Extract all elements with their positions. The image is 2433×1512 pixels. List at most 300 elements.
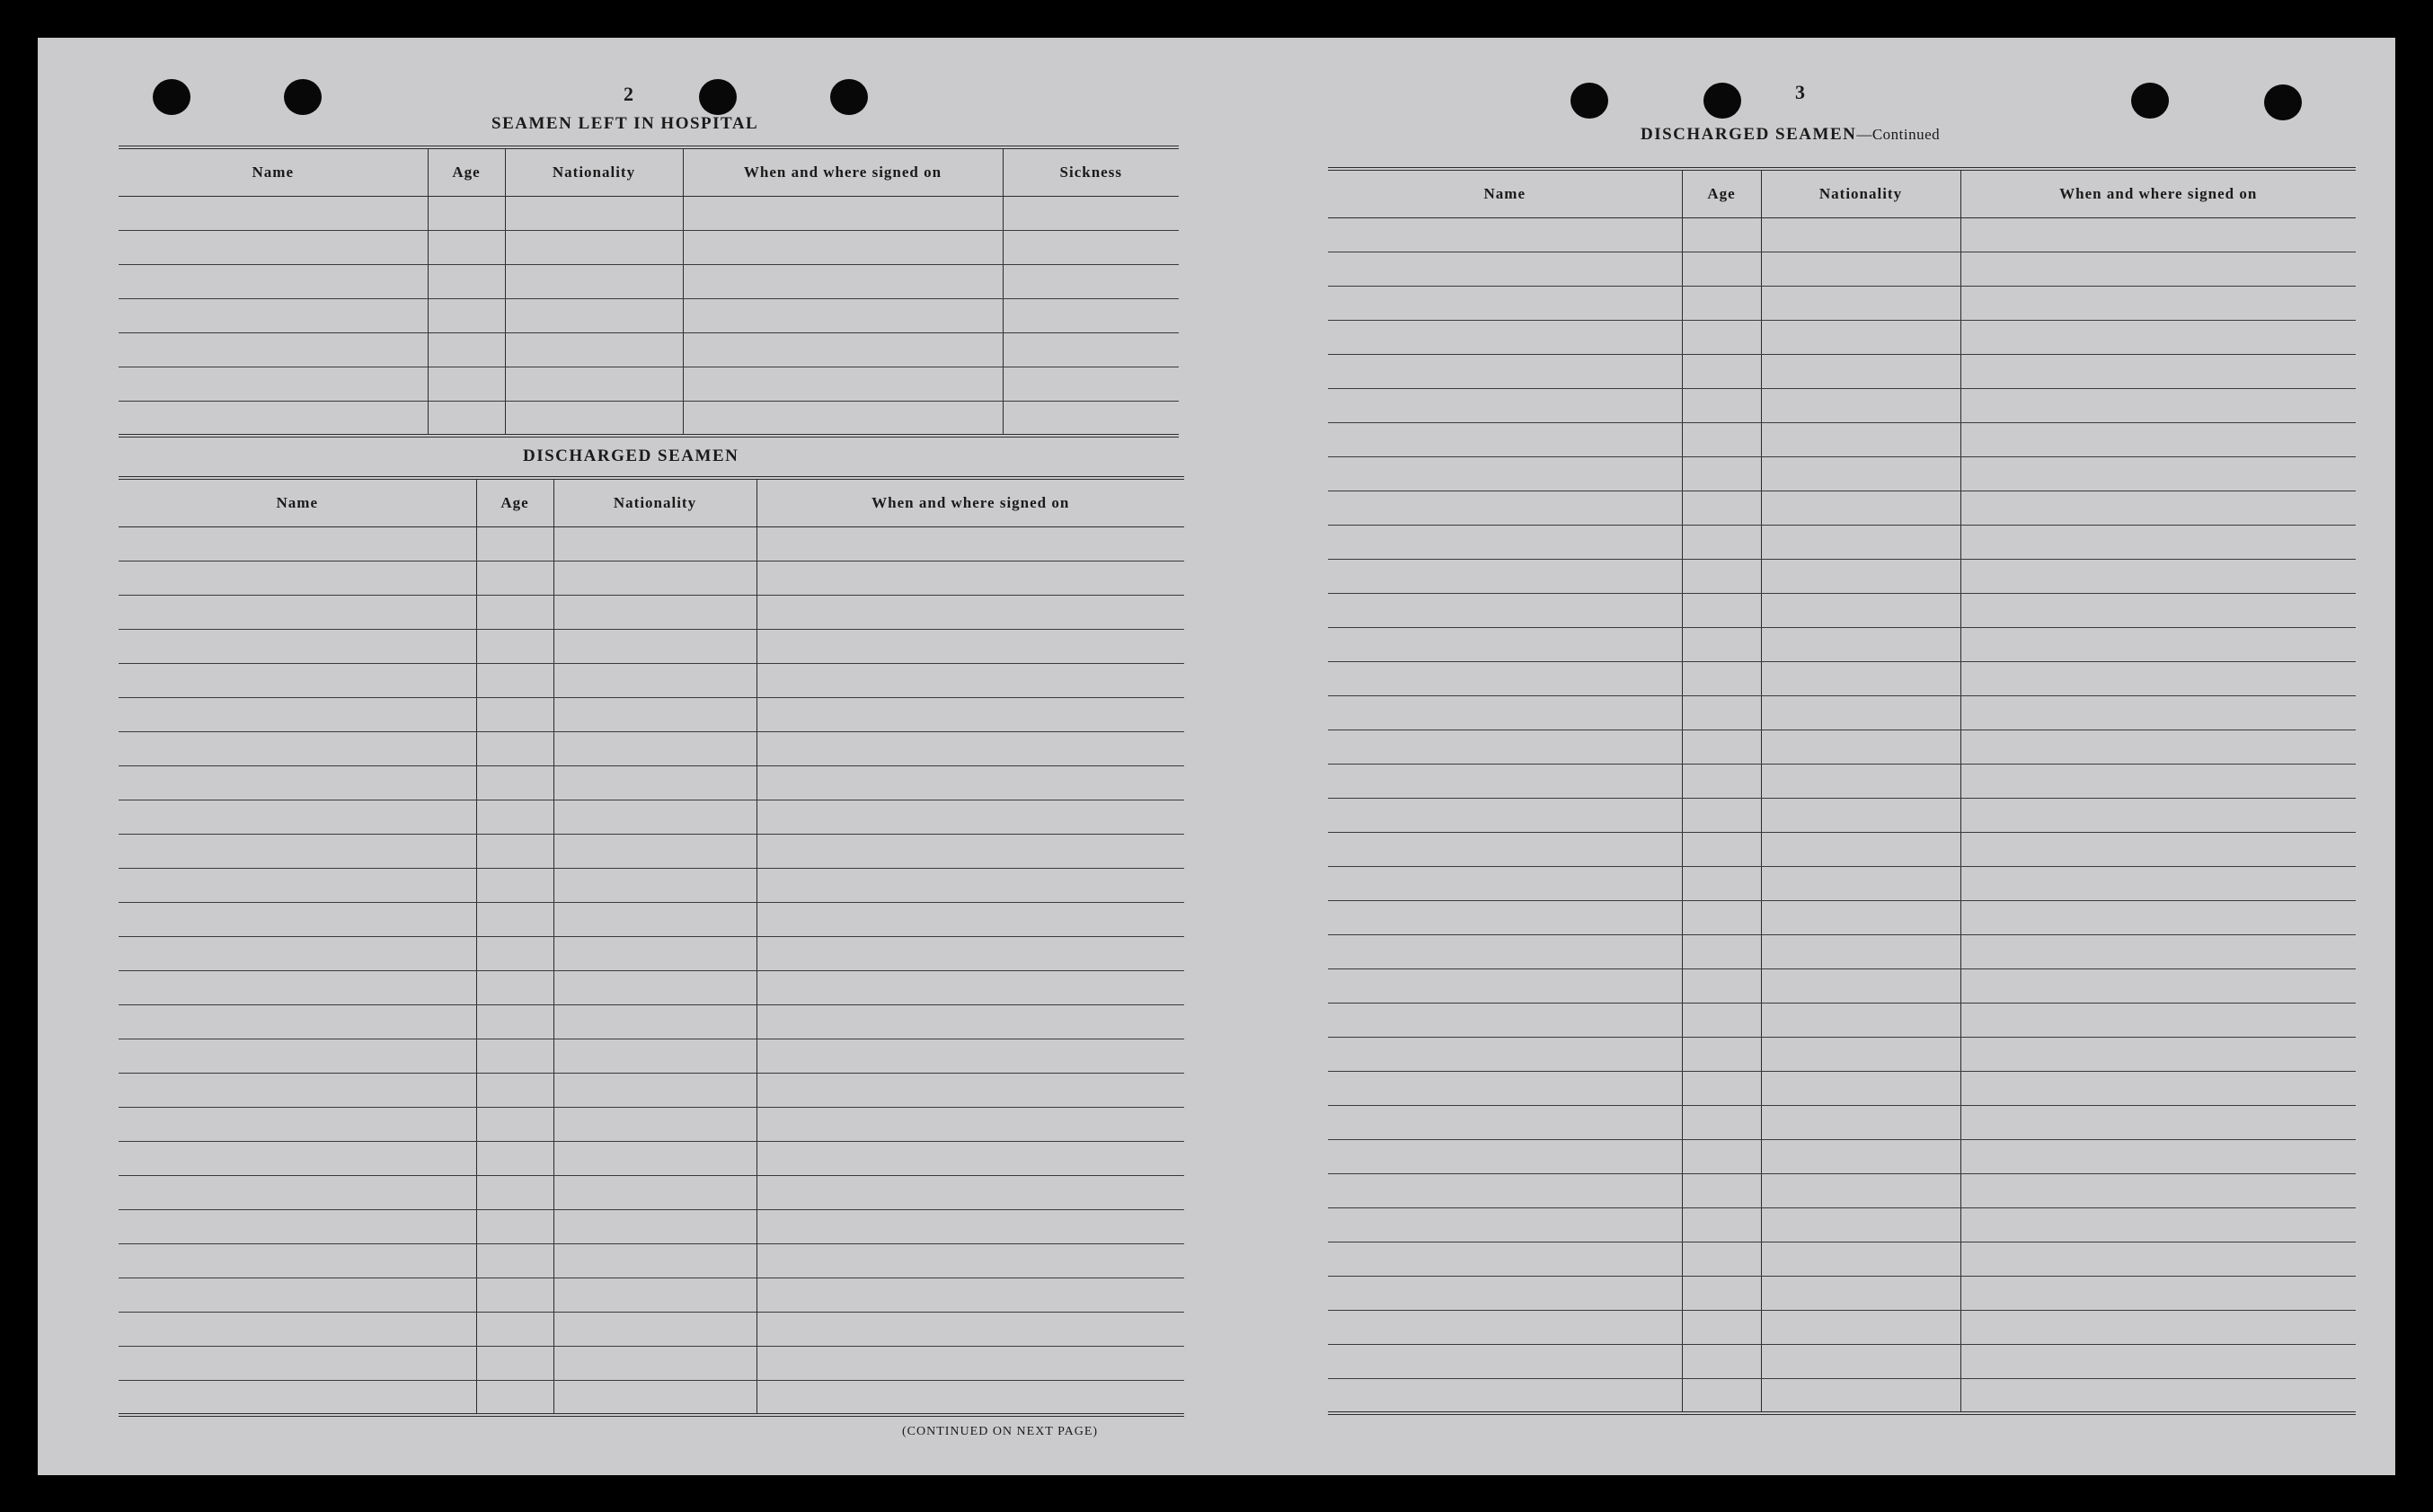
- blank-cell[interactable]: [1682, 867, 1761, 901]
- blank-cell[interactable]: [553, 1142, 756, 1176]
- blank-cell[interactable]: [756, 1313, 1184, 1347]
- blank-cell[interactable]: [119, 265, 428, 299]
- blank-cell[interactable]: [1761, 218, 1960, 252]
- blank-cell[interactable]: [1960, 491, 2356, 526]
- blank-cell[interactable]: [553, 664, 756, 698]
- blank-cell[interactable]: [756, 698, 1184, 732]
- blank-cell[interactable]: [119, 1278, 476, 1313]
- blank-cell[interactable]: [476, 766, 553, 800]
- blank-cell[interactable]: [553, 1278, 756, 1313]
- blank-cell[interactable]: [476, 527, 553, 561]
- blank-cell[interactable]: [1682, 594, 1761, 628]
- blank-cell[interactable]: [1761, 765, 1960, 799]
- blank-cell[interactable]: [1328, 867, 1682, 901]
- blank-cell[interactable]: [476, 903, 553, 937]
- blank-cell[interactable]: [476, 561, 553, 596]
- blank-cell[interactable]: [119, 971, 476, 1005]
- blank-cell[interactable]: [1960, 935, 2356, 969]
- blank-cell[interactable]: [476, 1176, 553, 1210]
- blank-cell[interactable]: [1682, 901, 1761, 935]
- blank-cell[interactable]: [1960, 389, 2356, 423]
- blank-cell[interactable]: [1960, 1004, 2356, 1038]
- blank-cell[interactable]: [756, 1176, 1184, 1210]
- blank-cell[interactable]: [119, 1039, 476, 1074]
- blank-cell[interactable]: [505, 367, 683, 402]
- blank-cell[interactable]: [1328, 1379, 1682, 1413]
- blank-cell[interactable]: [1761, 355, 1960, 389]
- table-row: [1328, 833, 2356, 867]
- blank-cell[interactable]: [476, 630, 553, 664]
- blank-cell[interactable]: [1761, 867, 1960, 901]
- blank-cell[interactable]: [505, 333, 683, 367]
- blank-cell[interactable]: [1003, 197, 1179, 231]
- table-row: [1328, 867, 2356, 901]
- blank-cell[interactable]: [553, 698, 756, 732]
- blank-cell[interactable]: [553, 1108, 756, 1142]
- blank-cell[interactable]: [1682, 355, 1761, 389]
- table-row: [1328, 252, 2356, 287]
- blank-cell[interactable]: [683, 367, 1003, 402]
- blank-cell[interactable]: [476, 698, 553, 732]
- blank-cell[interactable]: [119, 903, 476, 937]
- blank-cell[interactable]: [1328, 1242, 1682, 1277]
- blank-cell[interactable]: [756, 1108, 1184, 1142]
- blank-cell[interactable]: [553, 903, 756, 937]
- blank-cell[interactable]: [119, 869, 476, 903]
- blank-cell[interactable]: [1960, 252, 2356, 287]
- blank-cell[interactable]: [1328, 935, 1682, 969]
- blank-cell[interactable]: [1328, 355, 1682, 389]
- blank-cell[interactable]: [119, 766, 476, 800]
- blank-cell[interactable]: [1682, 389, 1761, 423]
- blank-cell[interactable]: [476, 664, 553, 698]
- blank-cell[interactable]: [756, 664, 1184, 698]
- table-row: [119, 1176, 1184, 1210]
- blank-cell[interactable]: [119, 698, 476, 732]
- blank-cell[interactable]: [1960, 355, 2356, 389]
- blank-cell[interactable]: [1761, 696, 1960, 730]
- blank-cell[interactable]: [1682, 1242, 1761, 1277]
- blank-cell[interactable]: [553, 596, 756, 630]
- blank-cell[interactable]: [476, 1381, 553, 1415]
- blank-cell[interactable]: [1328, 389, 1682, 423]
- blank-cell[interactable]: [119, 402, 428, 436]
- blank-cell[interactable]: [553, 527, 756, 561]
- blank-cell[interactable]: [756, 630, 1184, 664]
- blank-cell[interactable]: [119, 1005, 476, 1039]
- blank-cell[interactable]: [553, 1176, 756, 1210]
- blank-cell[interactable]: [1003, 402, 1179, 436]
- table-row: [119, 800, 1184, 835]
- blank-cell[interactable]: [1328, 662, 1682, 696]
- blank-cell[interactable]: [1761, 1208, 1960, 1242]
- blank-cell[interactable]: [1682, 1208, 1761, 1242]
- blank-cell[interactable]: [1761, 1277, 1960, 1311]
- blank-cell[interactable]: [1682, 765, 1761, 799]
- table-row: [119, 1313, 1184, 1347]
- blank-cell[interactable]: [1960, 218, 2356, 252]
- blank-cell[interactable]: [119, 1108, 476, 1142]
- blank-cell[interactable]: [756, 1005, 1184, 1039]
- blank-cell[interactable]: [1761, 628, 1960, 662]
- blank-cell[interactable]: [119, 1347, 476, 1381]
- blank-cell[interactable]: [1960, 321, 2356, 355]
- blank-cell[interactable]: [1682, 526, 1761, 560]
- blank-cell[interactable]: [1960, 1072, 2356, 1106]
- blank-cell[interactable]: [476, 937, 553, 971]
- blank-cell[interactable]: [476, 835, 553, 869]
- blank-cell[interactable]: [553, 1313, 756, 1347]
- blank-cell[interactable]: [476, 1210, 553, 1244]
- blank-cell[interactable]: [1328, 628, 1682, 662]
- blank-cell[interactable]: [505, 265, 683, 299]
- blank-cell[interactable]: [1003, 333, 1179, 367]
- table-row: [119, 971, 1184, 1005]
- blank-cell[interactable]: [1682, 1311, 1761, 1345]
- blank-cell[interactable]: [476, 869, 553, 903]
- blank-cell[interactable]: [1682, 730, 1761, 765]
- table-row: [119, 596, 1184, 630]
- blank-cell[interactable]: [756, 1074, 1184, 1108]
- blank-cell[interactable]: [1761, 799, 1960, 833]
- blank-cell[interactable]: [553, 1005, 756, 1039]
- blank-cell[interactable]: [1960, 696, 2356, 730]
- blank-cell[interactable]: [1761, 1072, 1960, 1106]
- blank-cell[interactable]: [1960, 1379, 2356, 1413]
- blank-cell[interactable]: [1960, 969, 2356, 1004]
- blank-cell[interactable]: [428, 402, 505, 436]
- blank-cell[interactable]: [756, 596, 1184, 630]
- blank-cell[interactable]: [1682, 1004, 1761, 1038]
- blank-cell[interactable]: [476, 1108, 553, 1142]
- blank-cell[interactable]: [1328, 560, 1682, 594]
- blank-cell[interactable]: [1328, 1106, 1682, 1140]
- blank-cell[interactable]: [428, 265, 505, 299]
- blank-cell[interactable]: [1960, 765, 2356, 799]
- blank-cell[interactable]: [1682, 935, 1761, 969]
- blank-cell[interactable]: [1761, 594, 1960, 628]
- blank-cell[interactable]: [1761, 491, 1960, 526]
- blank-cell[interactable]: [1761, 287, 1960, 321]
- blank-cell[interactable]: [1761, 1038, 1960, 1072]
- blank-cell[interactable]: [1003, 299, 1179, 333]
- blank-cell[interactable]: [1761, 1242, 1960, 1277]
- blank-cell[interactable]: [1328, 1277, 1682, 1311]
- blank-cell[interactable]: [1761, 526, 1960, 560]
- blank-cell[interactable]: [1761, 1379, 1960, 1413]
- blank-cell[interactable]: [756, 1278, 1184, 1313]
- blank-cell[interactable]: [1328, 1004, 1682, 1038]
- blank-cell[interactable]: [756, 937, 1184, 971]
- blank-cell[interactable]: [1682, 696, 1761, 730]
- blank-cell[interactable]: [1761, 833, 1960, 867]
- blank-cell[interactable]: [1328, 491, 1682, 526]
- blank-cell[interactable]: [1328, 1072, 1682, 1106]
- blank-cell[interactable]: [1682, 321, 1761, 355]
- blank-cell[interactable]: [756, 1142, 1184, 1176]
- table-row: [119, 903, 1184, 937]
- blank-cell[interactable]: [1682, 560, 1761, 594]
- blank-cell[interactable]: [1682, 287, 1761, 321]
- blank-cell[interactable]: [1960, 526, 2356, 560]
- page-number: 2: [624, 83, 633, 105]
- blank-cell[interactable]: [1328, 594, 1682, 628]
- blank-cell[interactable]: [1761, 423, 1960, 457]
- blank-cell[interactable]: [553, 732, 756, 766]
- blank-cell[interactable]: [756, 561, 1184, 596]
- blank-cell[interactable]: [553, 766, 756, 800]
- blank-cell[interactable]: [553, 1347, 756, 1381]
- blank-cell[interactable]: [1328, 1208, 1682, 1242]
- blank-cell[interactable]: [476, 1244, 553, 1278]
- blank-cell[interactable]: [756, 869, 1184, 903]
- blank-cell[interactable]: [119, 1244, 476, 1278]
- blank-cell[interactable]: [1761, 969, 1960, 1004]
- blank-cell[interactable]: [505, 231, 683, 265]
- blank-cell[interactable]: [1960, 1174, 2356, 1208]
- blank-cell[interactable]: [683, 333, 1003, 367]
- blank-cell[interactable]: [1328, 1140, 1682, 1174]
- blank-cell[interactable]: [428, 333, 505, 367]
- blank-cell[interactable]: [1960, 628, 2356, 662]
- blank-cell[interactable]: [119, 367, 428, 402]
- blank-cell[interactable]: [428, 231, 505, 265]
- blank-cell[interactable]: [1682, 799, 1761, 833]
- blank-cell[interactable]: [1761, 457, 1960, 491]
- blank-cell[interactable]: [683, 299, 1003, 333]
- punch-hole: [2131, 83, 2169, 119]
- blank-cell[interactable]: [476, 1142, 553, 1176]
- blank-cell[interactable]: [1328, 901, 1682, 935]
- blank-cell[interactable]: [683, 197, 1003, 231]
- blank-cell[interactable]: [683, 231, 1003, 265]
- blank-cell[interactable]: [1960, 1277, 2356, 1311]
- blank-cell[interactable]: [476, 1313, 553, 1347]
- table-row: [119, 698, 1184, 732]
- blank-cell[interactable]: [1960, 1106, 2356, 1140]
- blank-cell[interactable]: [553, 937, 756, 971]
- blank-cell[interactable]: [756, 903, 1184, 937]
- blank-cell[interactable]: [476, 596, 553, 630]
- blank-cell[interactable]: [1761, 1106, 1960, 1140]
- blank-cell[interactable]: [756, 766, 1184, 800]
- blank-cell[interactable]: [1328, 321, 1682, 355]
- blank-cell[interactable]: [553, 1210, 756, 1244]
- blank-cell[interactable]: [119, 333, 428, 367]
- blank-cell[interactable]: [1761, 389, 1960, 423]
- blank-cell[interactable]: [1682, 1174, 1761, 1208]
- blank-cell[interactable]: [756, 1039, 1184, 1074]
- blank-cell[interactable]: [756, 835, 1184, 869]
- blank-cell[interactable]: [553, 1039, 756, 1074]
- blank-cell[interactable]: [1682, 423, 1761, 457]
- blank-cell[interactable]: [1328, 1345, 1682, 1379]
- blank-cell[interactable]: [1761, 252, 1960, 287]
- blank-cell[interactable]: [1960, 1140, 2356, 1174]
- blank-cell[interactable]: [1761, 901, 1960, 935]
- blank-cell[interactable]: [1682, 833, 1761, 867]
- table-row: [119, 527, 1184, 561]
- blank-cell[interactable]: [119, 1074, 476, 1108]
- blank-cell[interactable]: [476, 800, 553, 835]
- blank-cell[interactable]: [119, 299, 428, 333]
- blank-cell[interactable]: [1960, 901, 2356, 935]
- blank-cell[interactable]: [1682, 628, 1761, 662]
- blank-cell[interactable]: [1328, 1174, 1682, 1208]
- blank-cell[interactable]: [1960, 833, 2356, 867]
- blank-cell[interactable]: [119, 1210, 476, 1244]
- blank-cell[interactable]: [553, 835, 756, 869]
- blank-cell[interactable]: [119, 1313, 476, 1347]
- blank-cell[interactable]: [1682, 1345, 1761, 1379]
- blank-cell[interactable]: [1761, 560, 1960, 594]
- blank-cell[interactable]: [505, 402, 683, 436]
- blank-cell[interactable]: [1960, 730, 2356, 765]
- blank-cell[interactable]: [1682, 1038, 1761, 1072]
- blank-cell[interactable]: [1761, 1345, 1960, 1379]
- blank-cell[interactable]: [553, 800, 756, 835]
- table-row: [1328, 730, 2356, 765]
- blank-cell[interactable]: [119, 1142, 476, 1176]
- blank-cell[interactable]: [476, 732, 553, 766]
- blank-cell[interactable]: [1682, 1379, 1761, 1413]
- blank-cell[interactable]: [119, 1176, 476, 1210]
- blank-cell[interactable]: [119, 231, 428, 265]
- blank-cell[interactable]: [1960, 1038, 2356, 1072]
- blank-cell[interactable]: [1960, 867, 2356, 901]
- continued-suffix: —Continued: [1856, 126, 1941, 143]
- blank-cell[interactable]: [476, 971, 553, 1005]
- blank-cell[interactable]: [1003, 367, 1179, 402]
- blank-cell[interactable]: [1682, 969, 1761, 1004]
- blank-cell[interactable]: [1682, 1072, 1761, 1106]
- blank-cell[interactable]: [119, 835, 476, 869]
- blank-cell[interactable]: [428, 367, 505, 402]
- blank-cell[interactable]: [1682, 1277, 1761, 1311]
- blank-cell[interactable]: [476, 1074, 553, 1108]
- column-header-nationality: Nationality: [1761, 169, 1960, 218]
- blank-cell[interactable]: [553, 1381, 756, 1415]
- blank-cell[interactable]: [476, 1278, 553, 1313]
- blank-cell[interactable]: [119, 561, 476, 596]
- blank-cell[interactable]: [119, 596, 476, 630]
- blank-cell[interactable]: [553, 869, 756, 903]
- blank-cell[interactable]: [1328, 287, 1682, 321]
- blank-cell[interactable]: [1328, 969, 1682, 1004]
- blank-cell[interactable]: [428, 299, 505, 333]
- blank-cell[interactable]: [683, 402, 1003, 436]
- blank-cell[interactable]: [505, 197, 683, 231]
- blank-cell[interactable]: [1960, 423, 2356, 457]
- blank-cell[interactable]: [1960, 560, 2356, 594]
- blank-cell[interactable]: [1761, 730, 1960, 765]
- column-header-age: Age: [1682, 169, 1761, 218]
- blank-cell[interactable]: [119, 630, 476, 664]
- blank-cell[interactable]: [476, 1347, 553, 1381]
- blank-cell[interactable]: [1328, 1311, 1682, 1345]
- blank-cell[interactable]: [683, 265, 1003, 299]
- blank-cell[interactable]: [1682, 252, 1761, 287]
- blank-cell[interactable]: [553, 971, 756, 1005]
- blank-cell[interactable]: [756, 1347, 1184, 1381]
- column-header-signed-on: When and where signed on: [756, 478, 1184, 527]
- blank-cell[interactable]: [119, 527, 476, 561]
- blank-cell[interactable]: [756, 732, 1184, 766]
- blank-cell[interactable]: [756, 1381, 1184, 1415]
- blank-cell[interactable]: [1761, 1004, 1960, 1038]
- blank-cell[interactable]: [756, 1210, 1184, 1244]
- blank-cell[interactable]: [505, 299, 683, 333]
- blank-cell[interactable]: [1682, 491, 1761, 526]
- blank-cell[interactable]: [1960, 287, 2356, 321]
- blank-cell[interactable]: [1328, 457, 1682, 491]
- blank-cell[interactable]: [1761, 321, 1960, 355]
- blank-cell[interactable]: [553, 1074, 756, 1108]
- blank-cell[interactable]: [1960, 662, 2356, 696]
- blank-cell[interactable]: [756, 527, 1184, 561]
- blank-cell[interactable]: [1960, 799, 2356, 833]
- blank-cell[interactable]: [1328, 799, 1682, 833]
- blank-cell[interactable]: [1682, 1140, 1761, 1174]
- blank-cell[interactable]: [553, 630, 756, 664]
- blank-cell[interactable]: [1003, 231, 1179, 265]
- blank-cell[interactable]: [1761, 1174, 1960, 1208]
- blank-cell[interactable]: [1003, 265, 1179, 299]
- blank-cell[interactable]: [553, 561, 756, 596]
- blank-cell[interactable]: [1761, 1311, 1960, 1345]
- blank-cell[interactable]: [1328, 730, 1682, 765]
- blank-cell[interactable]: [756, 800, 1184, 835]
- blank-cell[interactable]: [1960, 1208, 2356, 1242]
- blank-cell[interactable]: [756, 1244, 1184, 1278]
- punch-hole: [153, 79, 190, 115]
- blank-cell[interactable]: [1328, 765, 1682, 799]
- blank-cell[interactable]: [1761, 662, 1960, 696]
- blank-cell[interactable]: [1960, 1311, 2356, 1345]
- blank-cell[interactable]: [553, 1244, 756, 1278]
- blank-cell[interactable]: [1328, 252, 1682, 287]
- blank-cell[interactable]: [1328, 833, 1682, 867]
- blank-cell[interactable]: [1328, 423, 1682, 457]
- blank-cell[interactable]: [1682, 662, 1761, 696]
- blank-cell[interactable]: [428, 197, 505, 231]
- blank-cell[interactable]: [1328, 526, 1682, 560]
- blank-cell[interactable]: [756, 971, 1184, 1005]
- blank-cell[interactable]: [476, 1039, 553, 1074]
- blank-cell[interactable]: [1960, 1345, 2356, 1379]
- blank-cell[interactable]: [119, 800, 476, 835]
- blank-cell[interactable]: [1960, 1242, 2356, 1277]
- blank-cell[interactable]: [1328, 696, 1682, 730]
- blank-cell[interactable]: [119, 197, 428, 231]
- blank-cell[interactable]: [119, 1381, 476, 1415]
- blank-cell[interactable]: [1682, 218, 1761, 252]
- blank-cell[interactable]: [1960, 594, 2356, 628]
- blank-cell[interactable]: [1682, 457, 1761, 491]
- blank-cell[interactable]: [1761, 1140, 1960, 1174]
- blank-cell[interactable]: [119, 732, 476, 766]
- blank-cell[interactable]: [1960, 457, 2356, 491]
- blank-cell[interactable]: [119, 664, 476, 698]
- blank-cell[interactable]: [119, 937, 476, 971]
- blank-cell[interactable]: [1682, 1106, 1761, 1140]
- blank-cell[interactable]: [1761, 935, 1960, 969]
- discharged-table-left: [119, 476, 1184, 1417]
- table-row: [119, 197, 1179, 231]
- blank-cell[interactable]: [476, 1005, 553, 1039]
- blank-cell[interactable]: [1328, 218, 1682, 252]
- blank-cell[interactable]: [1328, 1038, 1682, 1072]
